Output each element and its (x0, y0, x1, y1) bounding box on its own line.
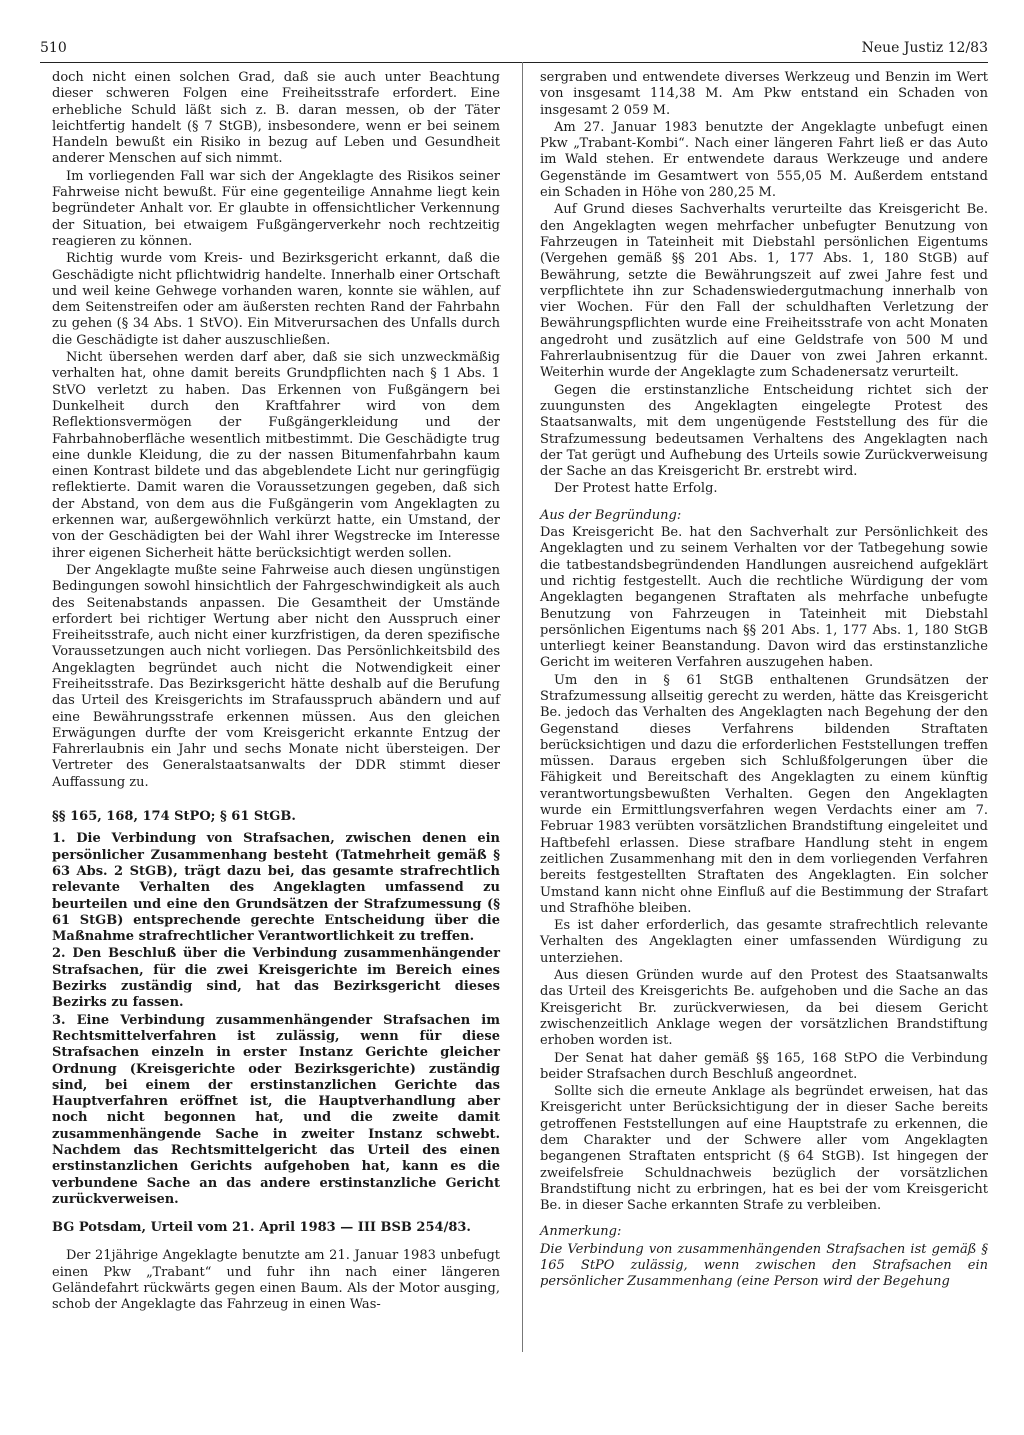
column-divider (522, 62, 523, 1352)
headnote: 2. Den Beschluß über die Verbindung zusammenhängender Strafsachen, für die zwei Kreisgerichte im Bereich eines Bezirks zuständig sind, hat das Bezirksgericht dieses Bezirks zu fassen. (52, 946, 500, 1011)
right-column (540, 70, 988, 1291)
paragraph: Auf Grund dieses Sachverhalts verurteilte das Kreisgericht Be. den Angeklagten wegen mehrfacher unbefugter Benutzung von Fahrzeugen in Tateinheit mit Diebstahl persönlichen Eigentums (Vergehen gemäß §§ 201 Abs. 1, 177 Abs. 1, 180 StGB) auf Bewährung, setzte die Bewährungszeit auf zwei Jahre fest und verpflichtete ihn zur Schadenswiedergutmachung innerhalb von vier Wochen. Für den Fall der schuldhaften Verletzung der Bewährungspflichten wurde eine Freiheitsstrafe von acht Monaten angedroht und zusätzlich auf eine Geldstrafe von 500 M und Fahrerlaubnisentzug für die Dauer von zwei Jahren erkannt. Weiterhin wurde der Angeklagte zum Schadenersatz verurteilt. (540, 202, 988, 381)
page-header (40, 38, 988, 63)
page-number: 510 (40, 40, 67, 56)
paragraph: Das Kreisgericht Be. hat den Sachverhalt zur Persönlichkeit des Angeklagten und zu seinem Verhalten vor der Tatbegehung sowie die tatbestandsbegründenden Handlungen ausreichend aufgeklärt und richtig festgestellt. Auch die rechtliche Würdigung der vom Angeklagten begangenen Straftaten als mehrfache unbefugte Benutzung von Fahrzeugen in Tateinheit mit Diebstahl persönlichen Eigentums nach §§ 201 Abs. 1, 177 Abs. 1, 180 StGB unterliegt keiner Beanstandung. Davon wird das erstinstanzliche Gericht im weiteren Verfahren auszugehen haben. (540, 525, 988, 671)
paragraph: Der 21jährige Angeklagte benutzte am 21. Januar 1983 unbefugt einen Pkw „Trabant“ und fuhr ihn nach einer längeren Geländefahrt rückwärts gegen einen Baum. Als der Motor ausging, schob der Angeklagte das Fahrzeug in einen Was- (52, 1248, 500, 1313)
paragraph: Sollte sich die erneute Anklage als begründet erweisen, hat das Kreisgericht unter Berücksichtigung der in dieser Sache bereits getroffenen Feststellungen auf eine Hauptstrafe zu erkennen, die dem Charakter und der Schwere aller vom Angeklagten begangenen Straftaten entspricht (§ 64 StGB). Ist hingegen der zweifelsfreie Schuldnachweis bezüglich der vorsätzlichen Brandstiftung nicht zu erbringen, hat es bei der vom Kreisgericht Be. in dieser Sache erkannten Strafe zu verbleiben. (540, 1084, 988, 1214)
paragraph: Der Senat hat daher gemäß §§ 165, 168 StPO die Verbindung beider Strafsachen durch Beschluß angeordnet. (540, 1050, 988, 1082)
paragraph: Richtig wurde vom Kreis- und Bezirksgericht erkannt, daß die Geschädigte nicht pflichtwidrig handelte. Innerhalb einer Ortschaft und weil keine Gehwege vorhanden waren, konnte sie wählen, auf dem Seitenstreifen oder am äußersten rechten Rand der Fahrbahn zu gehen (§ 34 Abs. 1 StVO). Ein Mitverursachen des Unfalls durch die Geschädigte ist daher auszuschließen. (52, 251, 500, 348)
reasons-heading: Aus der Begründung: (540, 507, 682, 523)
paragraph: Am 27. Januar 1983 benutzte der Angeklagte unbefugt einen Pkw „Trabant-Kombi“. Nach einer längeren Fahrt ließ er das Auto im Wald stehen. Er entwendete daraus Werkzeuge und andere Gegenstände im Gesamtwert von 555,05 M. Außerdem entstand ein Schaden in Höhe von 280,25 M. (540, 119, 988, 201)
headnote: 1. Die Verbindung von Strafsachen, zwischen denen ein persönlicher Zusammenhang besteht (Tatmehrheit gemäß § 63 Abs. 2 StGB), trägt dazu bei, das gesamte strafrechtlich relevante Verhalten des Angeklagten umfassend zu beurteilen und eine den Grundsätzen der Strafzumessung (§ 61 StGB) entsprechende gerechte Entscheidung über die Maßnahme strafrechtlicher Verantwortlichkeit zu treffen. (52, 831, 500, 945)
journal-title: Neue Justiz 12/83 (861, 40, 988, 56)
headnote: 3. Eine Verbindung zusammenhängender Strafsachen im Rechtsmittelverfahren ist zulässig, wenn für diese Strafsachen einzeln in erster Instanz Gerichte gleicher Ordnung (Kreisgerichte oder Bezirksgerichte) zuständig sind, bei einem der erstinstanzlichen Gerichte das Hauptverfahren eröffnet ist, die Hauptverhandlung aber noch nicht begonnen hat, und die zweite damit zusammenhängende Sache in zweiter Instanz schwebt. Nachdem das Rechtsmittelgericht das Urteil des einen erstinstanzlichen Gerichts aufgehoben hat, kann es die verbundene Sache an das andere erstinstanzliche Gericht zurückverweisen. (52, 1012, 500, 1207)
paragraph: Der Protest hatte Erfolg. (554, 481, 718, 497)
paragraph: Um den in § 61 StGB enthaltenen Grundsätzen der Strafzumessung allseitig gerecht zu werden, hätte das Kreisgericht Be. jedoch das Verhalten des Angeklagten nach Begehung der den Gegenstand dieses Verfahrens bildenden Straftaten berücksichtigen und dazu die erforderlichen Feststellungen treffen müssen. Daraus ergeben sich Schlußfolgerungen über die Fähigkeit und Bereitschaft des Angeklagten zu einem künftig verantwortungsbewußten Verhalten. Gegen den Angeklagten wurde ein Ermittlungsverfahren wegen Verdachts einer am 7. Februar 1983 verübten vorsätzlichen Brandstiftung eingeleitet und Haftbefehl erlassen. Diese strafbare Handlung steht in engem zeitlichen Zusammenhang mit den in dem vorliegenden Verfahren bereits festgestellten Straftaten des Angeklagten. Ein solcher Umstand kann nicht ohne Einfluß auf die Bestimmung der Strafart und Strafhöhe bleiben. (540, 672, 988, 916)
paragraph: Aus diesen Gründen wurde auf den Protest des Staatsanwalts das Urteil des Kreisgerichts Be. aufgehoben und die Sache an das Kreisgericht Br. zurückverwiesen, da bei diesem Gericht zwischenzeitlich Anklage wegen der vorsätzlichen Brandstiftung erhoben worden ist. (540, 968, 988, 1049)
paragraph: Im vorliegenden Fall war sich der Angeklagte des Risikos seiner Fahrweise nicht bewußt. Für eine gegenteilige Annahme liegt kein begründeter Anhalt vor. Er glaubte in offensichtlicher Verkennung der Situation, bei etwaigem Fußgängerverkehr noch rechtzeitig reagieren zu können. (52, 168, 500, 249)
paragraph: Gegen die erstinstanzliche Entscheidung richtet sich der zuungunsten des Angeklagten eingelegte Protest des Staatsanwalts, mit dem ungenügende Feststellung des für die Strafzumessung bedeutsamen Verhaltens des Angeklagten nach der Tat gerügt und Aufhebung des Urteils sowie Zurückverweisung der Sache an das Kreisgericht Br. erstrebt wird. (540, 382, 988, 480)
section-heading: §§ 165, 168, 174 StPO; § 61 StGB. (52, 809, 296, 825)
paragraph: doch nicht einen solchen Grad, daß sie auch unter Beachtung dieser schweren Folgen eine Freiheitsstrafe erfordert. Eine erhebliche Schuld läßt sich z. B. daran messen, ob der Täter leichtfertig handelt (§ 7 StGB), insbesondere, wenn er bei seinem Handeln bewußt ein Risiko in bezug auf Leben und Gesundheit anderer Menschen auf sich nimmt. (52, 70, 500, 167)
annotation-text: Die Verbindung von zusammenhängenden Strafsachen ist gemäß § 165 StPO zulässig, wenn zwischen den Strafsachen ein persönlicher Zusammenhang (eine Person wird der Begehung (540, 1241, 988, 1290)
case-citation: BG Potsdam, Urteil vom 21. April 1983 — III BSB 254/83. (52, 1220, 471, 1236)
paragraph: sergraben und entwendete diverses Werkzeug und Benzin im Wert von insgesamt 114,38 M. Am Pkw entstand ein Schaden von insgesamt 2 059 M. (540, 70, 988, 118)
paragraph: Nicht übersehen werden darf aber, daß sie sich unzweckmäßig verhalten hat, ohne damit bereits Grundpflichten nach § 1 Abs. 1 StVO verletzt zu haben. Das Erkennen von Fußgängern bei Dunkelheit durch den Kraftfahrer wird von dem Reflektionsvermögen der Fußgängerkleidung und der Fahrbahnoberfläche wesentlich mitbestimmt. Die Geschädigte trug eine dunkle Kleidung, die zu der nassen Bitumenfahrbahn kaum einen Kontrast bildete und das abgeblendete Licht nur geringfügig reflektierte. Damit waren die Voraussetzungen gegeben, daß sich der Abstand, von dem aus die Fußgängerin vom Angeklagten zu erkennen war, außergewöhnlich verkürzt hatte, ein Umstand, der von der Geschädigten bei der Wahl ihrer Wegstrecke im Interesse ihrer eigenen Sicherheit hätte berücksichtigt werden sollen. (52, 350, 500, 561)
annotation-heading: Anmerkung: (540, 1224, 622, 1240)
left-column (52, 70, 500, 1314)
paragraph: Der Angeklagte mußte seine Fahrweise auch diesen ungünstigen Bedingungen sowohl hinsichtlich der Fahrgeschwindigkeit als auch des Seitenabstands anpassen. Die Gesamtheit der Umstände erfordert bei richtiger Wertung aber nicht den Ausspruch einer Freiheitsstrafe, auch nicht einer kurzfristigen, da deren spezifische Voraussetzungen auch nicht vorliegen. Das Persönlichkeitsbild des Angeklagten begründet auch nicht die Notwendigkeit einer Freiheitsstrafe. Das Bezirksgericht hätte deshalb auf die Berufung das Urteil des Kreisgerichts im Strafausspruch abändern und auf eine Bewährungsstrafe erkennen müssen. Aus den gleichen Erwägungen durfte der vom Kreisgericht erkannte Entzug der Fahrerlaubnis ein Jahr und sechs Monate nicht übersteigen. Der Vertreter des Generalstaatsanwalts der DDR stimmt dieser Auffassung zu. (52, 562, 500, 790)
paragraph: Es ist daher erforderlich, das gesamte strafrechtlich relevante Verhalten des Angeklagten einer umfassenden Würdigung zu unterziehen. (540, 918, 988, 966)
